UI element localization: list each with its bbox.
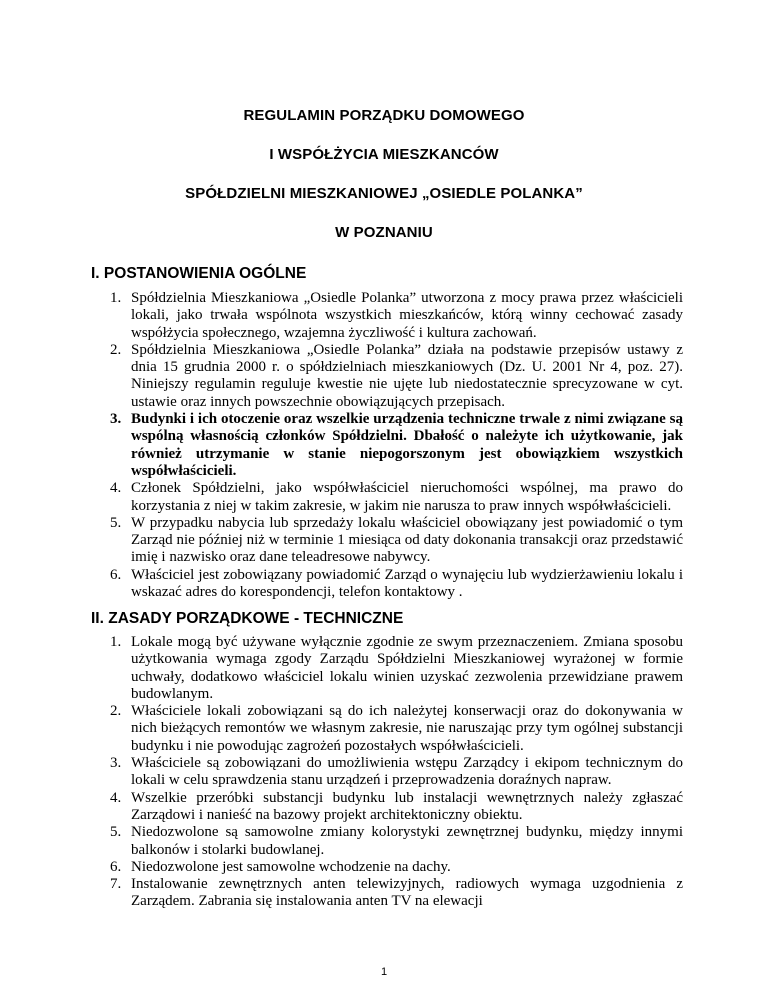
list-item-number: 5.	[110, 824, 122, 841]
page-number: 1	[380, 966, 388, 978]
section-1-heading: I. POSTANOWIENIA OGÓLNE	[91, 265, 307, 282]
list-item-text: Niedozwolone są samowolne zmiany kolorystyki zewnętrznej budynku, między innymi balkonów i stolarki budowlanej.	[131, 824, 683, 858]
list-item	[91, 876, 683, 911]
document-title-line-1: REGULAMIN PORZĄDKU DOMOWEGO	[243, 107, 525, 124]
list-item	[91, 634, 683, 703]
list-item-number: 4.	[110, 480, 122, 497]
list-item-text: Właściciel jest zobowiązany powiadomić Zarząd o wynajęciu lub wydzierżawieniu lokalu i wskazać adres do korespondencji, telefon kontaktowy .	[131, 566, 683, 601]
list-item-text: Spółdzielnia Mieszkaniowa „Osiedle Polanka” działa na podstawie przepisów ustawy z dnia 15 grudnia 2000 r. o spółdzielniach mieszkaniowych (Dz. U. 2001 Nr 4, poz. 27). Niniejszy regulamin reguluje kwestie nie ujęte lub niedostatecznie sprecyzowane w cyt. ustawie oraz innych powszechnie obowiązujących przepisach.	[131, 341, 683, 410]
list-item-number: 1.	[110, 634, 122, 650]
list-item	[91, 515, 683, 567]
list-item-number: 7.	[110, 876, 122, 893]
list-item-text: Lokale mogą być używane wyłącznie zgodnie ze swym przeznaczeniem. Zmiana sposobu użytkowania wymaga zgody Zarządu Spółdzielni Mieszkaniowej wyrażonej w formie uchwały, dodatkowo właściciel lokalu winien uzyskać zezwolenia przewidziane prawem budowlanym.	[131, 634, 683, 702]
list-item	[91, 703, 683, 755]
list-item	[91, 480, 683, 515]
list-item-number: 2.	[110, 703, 122, 720]
list-item	[91, 755, 683, 790]
list-item-number: 3.	[110, 755, 122, 772]
list-item-text: Właściciele są zobowiązani do umożliwienia wstępu Zarządcy i ekipom technicznym do lokali w celu sprawdzenia stanu urządzeń i przeprowadzenia doraźnych napraw.	[131, 755, 683, 789]
list-item-text: Instalowanie zewnętrznych anten telewizyjnych, radiowych wymaga uzgodnienia z Zarządem. Zabrania się instalowania anten TV na elewacji	[131, 876, 683, 910]
list-item-number: 4.	[110, 789, 122, 806]
list-item	[91, 411, 683, 480]
list-item	[91, 290, 683, 342]
list-item-number: 6.	[110, 566, 122, 583]
list-item-text: Członek Spółdzielni, jako współwłaściciel nieruchomości wspólnej, ma prawo do korzystania z niej w takim zakresie, w jakim nie narusza to praw innych współwłaścicieli.	[131, 480, 683, 514]
list-item	[91, 790, 683, 825]
section-2-list	[91, 634, 683, 911]
list-item	[91, 567, 683, 602]
list-item	[91, 824, 683, 859]
list-item-text: Właściciele lokali zobowiązani są do ich należytej konserwacji oraz do dokonywania w nich bieżących remontów we własnym zakresie, nie naruszając przy tym ogólnej substancji budynku i nie powodując zagrożeń pozostałych współwłaścicieli.	[131, 703, 683, 754]
list-item	[91, 342, 683, 411]
list-item-number: 6.	[110, 858, 122, 875]
document-title-line-4: W POZNANIU	[335, 224, 433, 241]
list-item-text: Spółdzielnia Mieszkaniowa „Osiedle Polanka” utworzona z mocy prawa przez właścicieli lokali, jako trwała wspólnota wszystkich mieszkańców, którą winny cechować zasady współżycia społecznego, wzajemna życzliwość i kultura zachowań.	[131, 290, 683, 341]
document-title-line-2: I WSPÓŁŻYCIA MIESZKANCÓW	[269, 146, 499, 163]
list-item-text: W przypadku nabycia lub sprzedaży lokalu właściciel obowiązany jest powiadomić o tym Zarząd nie później niż w terminie 1 miesiąca od daty dokonania transakcji oraz przedstawić imię i nazwisko oraz dane teleadresowe nabywcy.	[131, 514, 683, 566]
list-item-number: 5.	[110, 514, 122, 531]
list-item	[91, 859, 683, 876]
document-title-line-3: SPÓŁDZIELNI MIESZKANIOWEJ „OSIEDLE POLANKA”	[185, 185, 583, 202]
list-item-text: Wszelkie przeróbki substancji budynku lub instalacji wewnętrznych należy zgłaszać Zarządowi i nanieść na bazowy projekt architektoniczny obiektu.	[131, 789, 683, 823]
list-item-text: Budynki i ich otoczenie oraz wszelkie urządzenia techniczne trwale z nimi związane są wspólną własnością członków Spółdzielni. Dbałość o należyte ich użytkowanie, jak również utrzymanie w stanie niepogorszonym jest obowiązkiem wszystkich współwłaścicieli.	[131, 411, 683, 479]
section-1-list	[91, 290, 683, 601]
list-item-number: 1.	[110, 290, 122, 306]
list-item-text: Niedozwolone jest samowolne wchodzenie na dachy.	[131, 858, 451, 875]
section-2-heading: II. ZASADY PORZĄDKOWE - TECHNICZNE	[91, 610, 404, 627]
list-item-number: 3.	[110, 411, 122, 428]
list-item-number: 2.	[110, 341, 122, 358]
